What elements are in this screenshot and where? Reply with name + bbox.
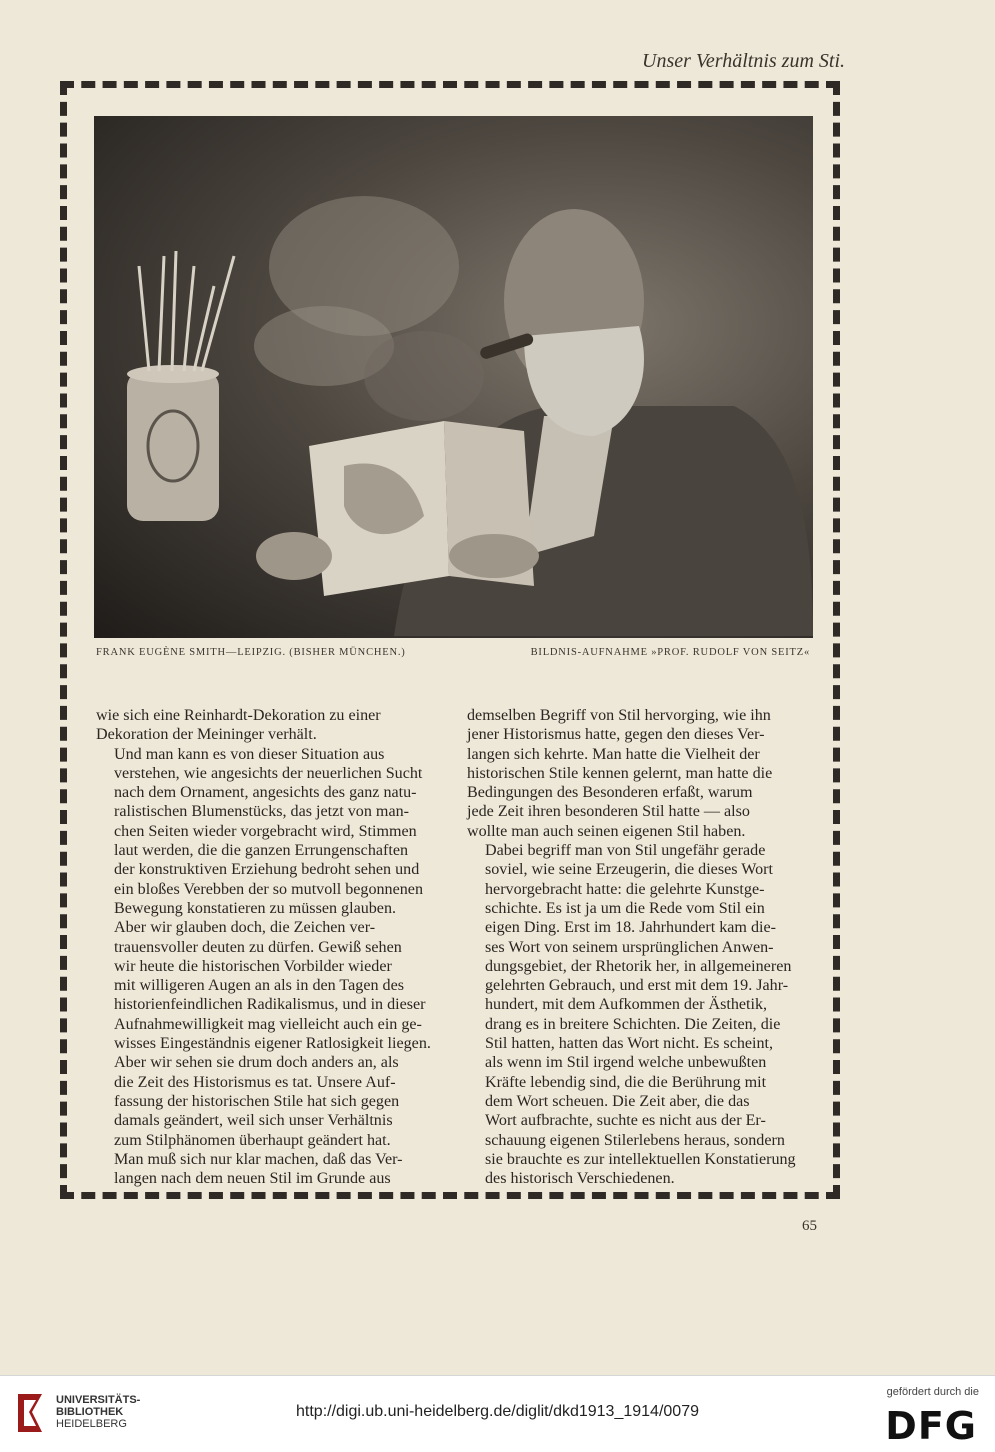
text-line: Kräfte lebendig sind, die die Berührung mit xyxy=(485,1073,767,1091)
paragraph xyxy=(96,706,442,745)
text-line: wie sich eine Reinhardt-Dekoration zu einer xyxy=(96,707,381,724)
text-column-left xyxy=(96,706,442,1188)
text-line: hundert, mit dem Aufkommen der Ästhetik, xyxy=(485,996,768,1014)
text-line: Stil hatten, hatten das Wort nicht. Es scheint, xyxy=(485,1035,774,1053)
library-name-line: HEIDELBERG xyxy=(56,1418,127,1430)
text-line: zum Stilphänomen überhaupt geändert hat. xyxy=(114,1131,391,1149)
text-line: ein bloßes Verebben der so mutvoll begonnenen xyxy=(114,880,423,898)
text-line: Bewegung konstatieren zu müssen glauben. xyxy=(114,899,397,917)
text-line: Wort aufbrachte, suchte es nicht aus der Er- xyxy=(485,1112,766,1130)
portrait-illustration xyxy=(94,116,813,638)
library-name-line: UNIVERSITÄTS- xyxy=(56,1394,141,1406)
text-line: langen nach dem neuen Stil im Grunde aus xyxy=(114,1170,391,1188)
text-line: damals geändert, weil sich unser Verhältnis xyxy=(114,1112,393,1130)
permalink-url[interactable]: http://digi.ub.uni-heidelberg.de/diglit/dkd1913_1914/0079 xyxy=(296,1403,699,1420)
text-line: dem Wort scheuen. Die Zeit aber, die das xyxy=(485,1092,750,1110)
digitization-footer xyxy=(0,1375,995,1452)
text-column-right xyxy=(467,706,813,1188)
text-line: verstehen, wie angesichts der neuerlichen Sucht xyxy=(114,764,423,782)
text-line: hervorgebracht hatte: die gelehrte Kunstge- xyxy=(485,880,765,898)
text-line: mit willigeren Augen an als in den Tagen des xyxy=(114,977,404,995)
text-line: gelehrten Gebrauch, und erst mit dem 19. Jahr- xyxy=(485,977,789,995)
text-line: als wenn im Stil irgend welche unbewußten xyxy=(485,1054,767,1072)
text-line: wollte man auch seinen eigenen Stil haben. xyxy=(467,822,746,840)
funded-by-label: gefördert durch die xyxy=(886,1386,979,1398)
text-line: fassung der historischen Stile hat sich gegen xyxy=(114,1092,400,1110)
photo-caption-right: BILDNIS-AUFNAHME »PROF. RUDOLF VON SEITZ« xyxy=(530,647,810,658)
text-line: Aufnahmewilligkeit mag vielleicht auch ein ge- xyxy=(114,1015,422,1033)
text-line: Und man kann es von dieser Situation aus xyxy=(114,745,385,763)
text-line: ses Wort von seinem ursprünglichen Anwen- xyxy=(485,938,774,956)
text-line: wir heute die historischen Vorbilder wieder xyxy=(114,957,392,975)
text-line: laut werden, die die ganzen Errungenschaften xyxy=(114,842,409,860)
text-line: demselben Begriff von Stil hervorging, wie ihn xyxy=(467,707,771,724)
text-line: langen sich kehrte. Man hatte die Vielheit der xyxy=(467,745,760,763)
text-line: Dekoration der Meininger verhält. xyxy=(96,726,317,744)
page-number: 65 xyxy=(802,1218,817,1234)
text-line: wisses Eingeständnis eigener Ratlosigkeit liegen. xyxy=(114,1035,431,1053)
text-line: soviel, wie seine Erzeugerin, die dieses Wort xyxy=(485,861,774,879)
text-line: jede Zeit ihren besonderen Stil hatte — also xyxy=(467,803,750,821)
photo-caption-left: FRANK EUGÈNE SMITH—LEIPZIG. (BISHER MÜNCHEN.) xyxy=(96,647,406,658)
text-line: historischen Stile kennen gelernt, man hatte die xyxy=(467,764,773,782)
text-line: Aber wir sehen sie drum doch anders an, als xyxy=(114,1054,399,1072)
paragraph xyxy=(467,841,813,1188)
library-name-line: BIBLIOTHEK xyxy=(56,1406,124,1418)
text-line: schauung eigenen Stilerlebens heraus, sondern xyxy=(485,1131,785,1149)
text-line: drang es in breitere Schichten. Die Zeiten, die xyxy=(485,1015,781,1033)
text-line: chen Seiten wieder vorgebracht wird, Stimmen xyxy=(114,822,417,840)
text-line: Man muß sich nur klar machen, daß das Ver- xyxy=(114,1150,403,1168)
text-line: historienfeindlichen Radikalismus, und in dieser xyxy=(114,996,426,1014)
portrait-photograph xyxy=(94,116,813,638)
text-line: nach dem Ornament, angesichts des ganz natu- xyxy=(114,784,417,802)
text-line: Bedingungen des Besonderen erfaßt, warum xyxy=(467,784,753,802)
text-line: der konstruktiven Erziehung bedroht sehen und xyxy=(114,861,420,879)
text-line: jener Historismus hatte, gegen den dieses Ver- xyxy=(467,726,765,744)
text-line: Aber wir glauben doch, die Zeichen ver- xyxy=(114,919,376,937)
text-line: Dabei begriff man von Stil ungefähr gerade xyxy=(485,842,766,860)
paragraph xyxy=(467,706,813,841)
dfg-logo: DFG xyxy=(885,1404,977,1448)
paragraph xyxy=(96,745,442,919)
text-line: die Zeit des Historismus es tat. Unsere Auf- xyxy=(114,1073,396,1091)
text-line: dungsgebiet, der Rhetorik her, in allgemeineren xyxy=(485,957,792,975)
text-line: eigen Ding. Erst im 18. Jahrhundert kam die- xyxy=(485,919,776,937)
text-line: des historisch Verschiedenen. xyxy=(485,1170,675,1188)
paragraph xyxy=(96,918,442,1150)
text-line: ralistischen Blumenstücks, das jetzt von man- xyxy=(114,803,409,821)
text-line: schichte. Es ist ja um die Rede vom Stil ein xyxy=(485,899,765,917)
text-line: sie brauchte es zur intellektuellen Konstatierung xyxy=(485,1150,796,1168)
paragraph xyxy=(96,1150,442,1189)
text-line: trauensvoller deuten zu dürfen. Gewiß sehen xyxy=(114,938,402,956)
running-head: Unser Verhältnis zum Sti. xyxy=(642,50,845,72)
